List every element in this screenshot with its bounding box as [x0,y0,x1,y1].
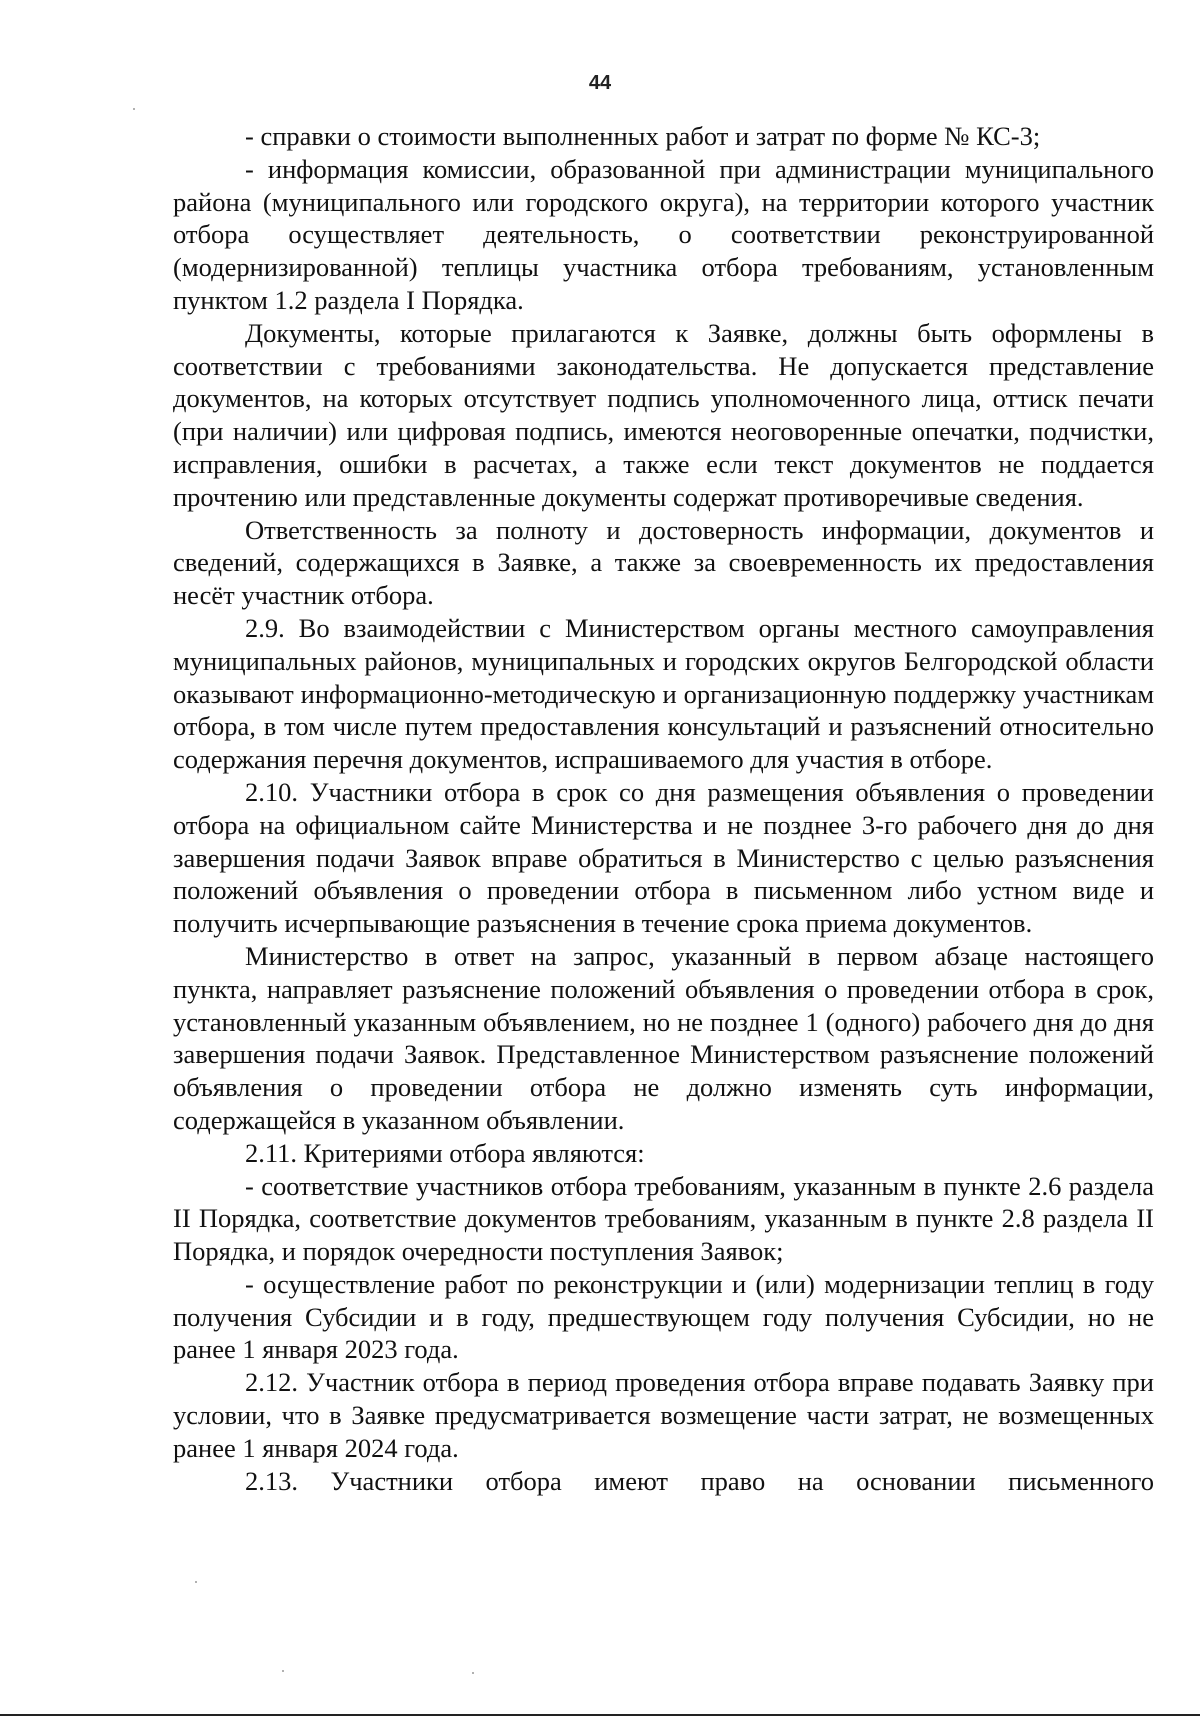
paragraph-2-11: 2.11. Критериями отбора являются: [245,1137,645,1168]
paragraph-responsibility: Ответственность за полноту и достоверность информации, документов и сведений, содержащихся в Заявке, а также за своевременность их предоставления несёт участник отбора. [173,514,1154,611]
paragraph-commission-information: - информация комиссии, образованной при администрации муниципального района (муниципального или городского округа), на территории которого участник отбора осуществляет деятельность, о соответствии реконструированной (модернизированной) теплицы участника отбора требованиям, установленным пунктом 1.2 раздела I Порядка. [173,153,1154,315]
paragraph-2-9: 2.9. Во взаимодействии с Министерством органы местного самоуправления муниципальных районов, муниципальных и городских округов Белгородской области оказывают информационно-методическую и организационную поддержку участникам отбора, в том числе путем предоставления консультаций и разъяснений относительно содержания перечня документов, испрашиваемого для участия в отборе. [173,612,1154,775]
scan-speck [282,1670,284,1672]
paragraph-2-13: 2.13. Участники отбора имеют право на основании письменного [245,1465,1154,1496]
paragraph-ministry-response: Министерство в ответ на запрос, указанный в первом абзаце настоящего пункта, направляет разъяснение положений объявления о проведении отбора в срок, установленный указанным объявлением, но не позднее 1 (одного) рабочего дня до дня завершения подачи Заявок. Представленное Министерством разъяснение положений объявления о проведении отбора не должно изменять суть информации, содержащейся в указанном объявлении. [173,940,1154,1135]
scan-speck [195,1581,197,1583]
paragraph-ks3-reference: - справки о стоимости выполненных работ и затрат по форме № КС-3; [245,121,1041,151]
paragraph-criterion-compliance: - соответствие участников отбора требованиям, указанным в пункте 2.6 раздела II Порядка, соответствие документов требованиям, указанным в пункте 2.8 раздела II Порядка, и порядок очередности поступления Заявок; [173,1170,1154,1267]
scan-bottom-edge [0,1714,1200,1716]
page-number: 44 [588,72,612,94]
scan-speck [472,1672,474,1674]
paragraph-documents-requirements: Документы, которые прилагаются к Заявке, должны быть оформлены в соответствии с требованиями законодательства. Не допускается представление документов, на которых отсутствует подпись уполномоченного лица, оттиск печати (при наличии) или цифровая подпись, имеются неоговоренные опечатки, подчистки, исправления, ошибки в расчетах, а также если текст документов не поддается прочтению или представленные документы содержат противоречивые сведения. [173,317,1154,512]
document-body [173,120,1154,1497]
paragraph-2-12: 2.12. Участник отбора в период проведения отбора вправе подавать Заявку при условии, что в Заявке предусматривается возмещение части затрат, не возмещенных ранее 1 января 2024 года. [173,1367,1154,1463]
paragraph-2-10: 2.10. Участники отбора в срок со дня размещения объявления о проведении отбора на официальном сайте Министерства и не позднее 3-го рабочего дня до дня завершения подачи Заявок вправе обратиться в Министерство с целью разъяснения положений объявления о проведении отбора в письменном либо устном виде и получить исчерпывающие разъяснения в течение срока приема документов. [173,776,1154,939]
paragraph-criterion-works: - осуществление работ по реконструкции и (или) модернизации теплиц в году получения Субсидии и в году, предшествующем году получения Субсидии, но не ранее 1 января 2023 года. [173,1268,1154,1365]
scan-speck [133,108,135,110]
